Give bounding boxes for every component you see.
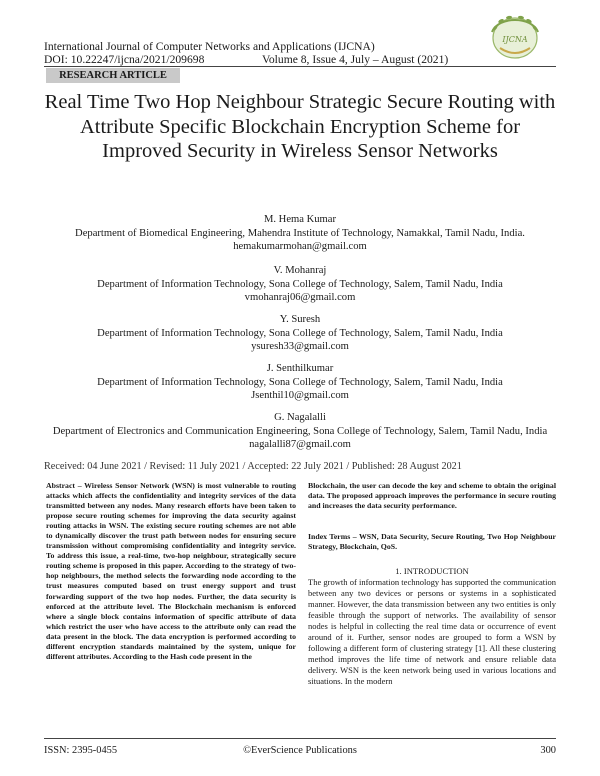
author-affiliation: Department of Information Technology, Sona College of Technology, Salem, Tamil Nadu, India: [97, 327, 503, 339]
author-affiliation: Department of Biomedical Engineering, Mahendra Institute of Technology, Namakkal, Tamil Nadu, India.: [75, 227, 525, 239]
introduction-text: The growth of information technology has supported the communication between any two devices or persons or systems in a sophisticated manner. However, the data transmission between any two entities is only feasible through the support of networks. The availability of sensor nodes is helpful in collecting the real time data or occurrence of event around of it. Further, sensor nodes are grouped to form a WSN by following a different form of clustering strategy [1]. All these clustering method improves the life time of network and ensure reliable data delivery. WSN is the keen network being used in various locations and situations. In the modern: [308, 577, 556, 687]
author-email: vmohanraj06@gmail.com: [244, 292, 356, 303]
author-email: ysuresh33@gmail.com: [251, 341, 349, 352]
abstract-text: Wireless Sensor Network (WSN) is most vulnerable to routing attacks which affects the confidentiality and integrity services of the data transmitted between any nodes. Many research efforts have been taken to propose secure routing schemes for improving the data security against routing attacks in WSN. The existing secure routing schemes are not able to dynamically discover the trust path between nodes for ensuring secure transmission without compromising confidentiality and integrity service. To address this issue, a real-time, two-hop neighbour, strategically secure routing scheme is proposed in this paper. According to the strategy of two-hop neighbours, the method selects the forwarding node according to the trust measures computed based on trust energy support and trust forwarding support of the two hop nodes. Further, the data security is enforced at the attribute level. The Blockchain mechanism is enforced where a single block contains information of specific attribute of data which restrict the user who have access to the attribute only can read the data present in the block. The data encryption is performed according to different encryption standards maintained by the system, unique for different attributes. According to the Hash code present in the: [46, 481, 297, 661]
section-heading: 1. INTRODUCTION: [395, 566, 469, 576]
author-block: [30, 213, 570, 254]
author-affiliation: Department of Information Technology, Sona College of Technology, Salem, Tamil Nadu, India: [97, 376, 503, 388]
author-name: V. Mohanraj: [273, 265, 327, 276]
author-affiliation: Department of Electronics and Communication Engineering, Sona College of Technology, Salem, Tamil Nadu, India: [52, 425, 548, 437]
author-block: [30, 411, 570, 452]
author-email: nagalalli87@gmail.com: [249, 439, 351, 450]
publication-dates: Received: 04 June 2021 / Revised: 11 July 2021 / Accepted: 22 July 2021 / Published: 28 August 2021: [44, 461, 462, 472]
author-name: M. Hema Kumar: [263, 214, 337, 225]
publisher: ©EverScience Publications: [243, 745, 357, 756]
footer-rule: [44, 738, 556, 739]
issn: ISSN: 2395-0455: [44, 745, 118, 756]
journal-logo-icon: [478, 8, 552, 62]
index-terms: [308, 532, 556, 552]
volume-issue: Volume 8, Issue 4, July – August (2021): [262, 53, 449, 66]
abstract-continued: Blockchain, the user can decode the key and scheme to obtain the original data. The proposed approach improves the performance in secure routing and increases the data security performance.: [308, 481, 556, 511]
paper-title: Real Time Two Hop Neighbour Strategic Secure Routing with Attribute Specific Blockchain Encryption Scheme for Improved Security in Wireless Sensor Networks: [44, 91, 556, 162]
author-affiliation: Department of Information Technology, Sona College of Technology, Salem, Tamil Nadu, India: [97, 278, 503, 290]
article-type-badge: RESEARCH ARTICLE: [46, 68, 180, 83]
author-name: J. Senthilkumar: [266, 363, 334, 374]
index-terms-text: WSN, Data Security, Secure Routing, Two Hop Neighbour Strategy, Blockchain, QoS.: [308, 532, 556, 552]
author-block: [30, 264, 570, 305]
author-block: [30, 313, 570, 354]
journal-name: International Journal of Computer Networks and Applications (IJCNA): [44, 40, 375, 53]
abstract-left-column: [46, 481, 296, 662]
header-rule: [44, 66, 556, 67]
author-block: [30, 362, 570, 403]
abstract-label: Abstract –: [46, 481, 85, 490]
logo-text: IJCNA: [502, 35, 528, 44]
author-email: hemakumarmohan@gmail.com: [233, 241, 367, 252]
author-name: Y. Suresh: [279, 314, 321, 325]
page-number: 300: [540, 745, 556, 756]
author-name: G. Nagalalli: [274, 412, 326, 423]
index-terms-label: Index Terms –: [308, 532, 359, 541]
doi: DOI: 10.22247/ijcna/2021/209698: [44, 53, 205, 66]
author-email: Jsenthil10@gmail.com: [251, 390, 349, 401]
